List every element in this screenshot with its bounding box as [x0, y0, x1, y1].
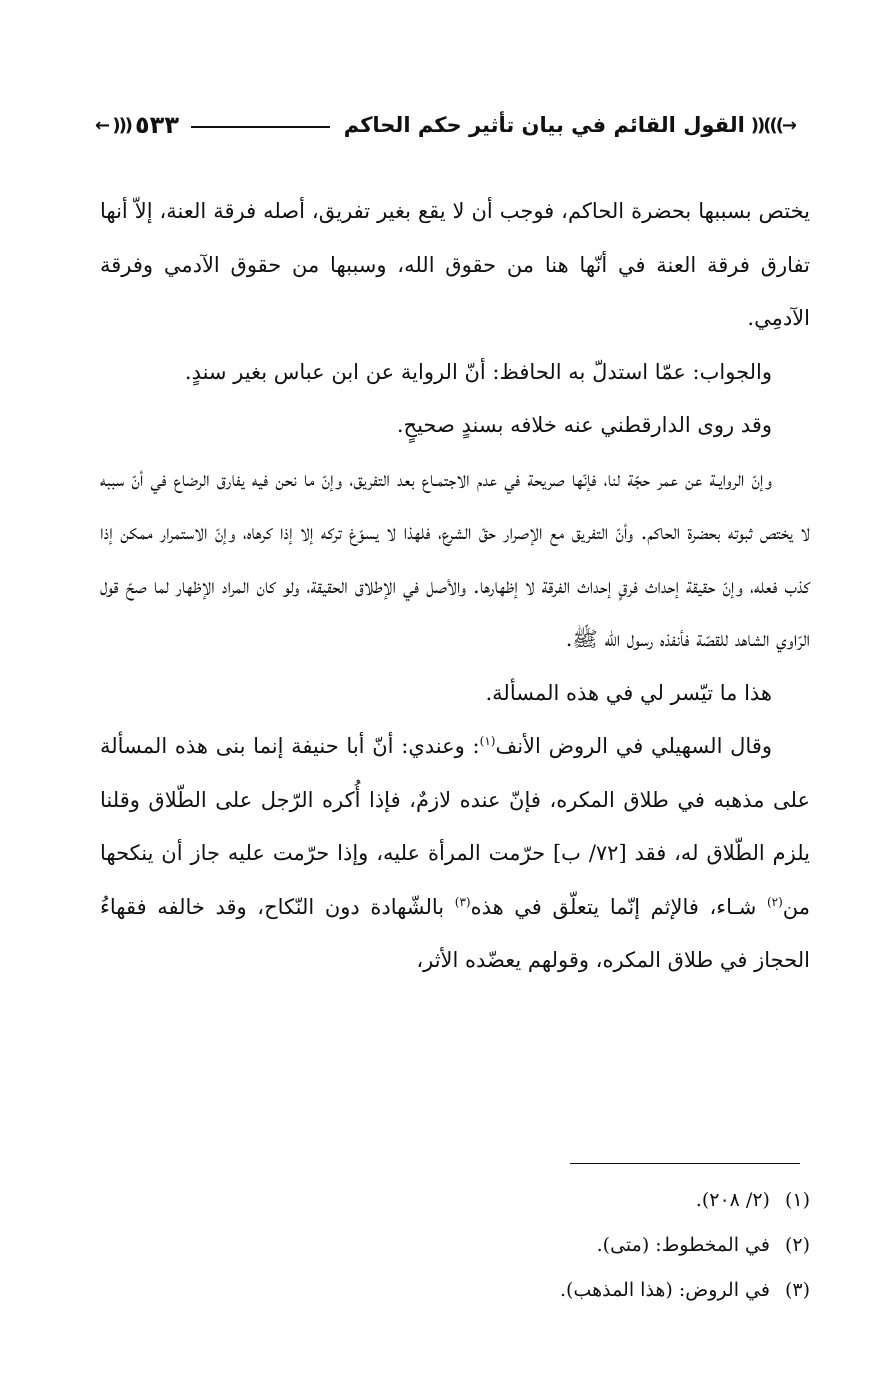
header-rule — [191, 126, 330, 128]
footnote-ref: (٢) — [766, 894, 783, 909]
paragraph-text: : وعندي: أنّ أبا حنيفة إنما بنى هذه المسألة على مذهبه في طلاق المكره، فإنّ عنده لازمٌ، فإذا أُكره الرّجل على الطّلاق وقلنا يلزم الطّلاق له، فقد [٧٢/ ب] حرّمت المرأة عليه، وإذا حرّمت عليه جاز أن ينكحها من — [100, 734, 811, 919]
paragraph: والجواب: عمّا استدلّ به الحافظ: أنّ الرواية عن ابن عباس بغير سندٍ. — [184, 359, 772, 384]
paragraph-text: بالشّهادة دون النّكاح، وقد خالفه فقهاءُ الحجاز في طلاق المكره، وقولهم يعضّده الأثر، — [100, 894, 810, 972]
body-text — [100, 185, 810, 988]
header-ornament-left: ((( ← — [95, 114, 132, 136]
footnote-ref: (٣) — [454, 894, 471, 909]
footnote — [100, 1178, 810, 1223]
paragraph — [100, 720, 810, 988]
footnote-number: (١) — [784, 1189, 810, 1211]
paragraph-text: شـاء، فالإثم إنّما يتعلّق في هذه — [470, 894, 767, 919]
footnote-number: (٣) — [784, 1279, 810, 1301]
header-ornament-right: →)))(( — [750, 114, 795, 136]
footnote-separator — [570, 1163, 800, 1164]
footnotes — [100, 1178, 810, 1313]
running-title: القول القائم في بيان تأثير حكم الحاكم — [343, 113, 745, 137]
footnote-number: (٢) — [784, 1234, 810, 1256]
paragraph: هذا ما تيّسر لي في هذه المسألة. — [485, 680, 772, 705]
paragraph: وقد روى الدارقطني عنه خلافه بسندٍ صحيحٍ. — [396, 413, 772, 437]
footnote-text: (٢/ ٢٠٨). — [695, 1189, 770, 1211]
footnote — [100, 1268, 810, 1313]
paragraph-text: وقال السهيلي في الروض الأنف — [495, 734, 772, 758]
footnote-text: في الروض: (هذا المذهب). — [559, 1279, 770, 1301]
footnote-ref: (١) — [479, 734, 496, 748]
footnote — [100, 1223, 810, 1268]
paragraph: يختص بسببها بحضرة الحاكم، فوجب أن لا يقع بغير تفريق، أصله فرقة العنة، إلاّ أنها تفارق فرقة العنة في أنّها هنا من حقوق الله، وسببها من حقوق الآدمي وفرقة الآدمِي. — [100, 199, 810, 330]
page-number: ٥٣٣ — [135, 111, 179, 139]
running-header — [95, 105, 795, 145]
footnote-text: في المخطوط: (متى). — [596, 1234, 770, 1256]
paragraph: وإنّ الروايـة عن عمر حجّة لنا، فإنّها صريحة في عدم الاجتمـاع بعد التفريق، وإنّ ما نحن فيه يفارق الرضاع في أنّ سببه لا يختص ثبوته بحضرة الحاكم. وأنّ التفريق مع الإصرار حقّ الشرع، فلهذا لا يسوّغ تركه إلا إذا كرهاه، وإنّ الاستمرار ممكن إذا كذب فعله، وإنّ حقيقة إحداث فرقٍ إحداث الفرقة لا إظهارها. والأصل في الإطلاق الحقيقة، ولو كان المراد الإظهار لما صحّ قول الرّاوي الشاهد للقصّة فأنفذه رسول الله ﷺ. — [100, 466, 810, 651]
